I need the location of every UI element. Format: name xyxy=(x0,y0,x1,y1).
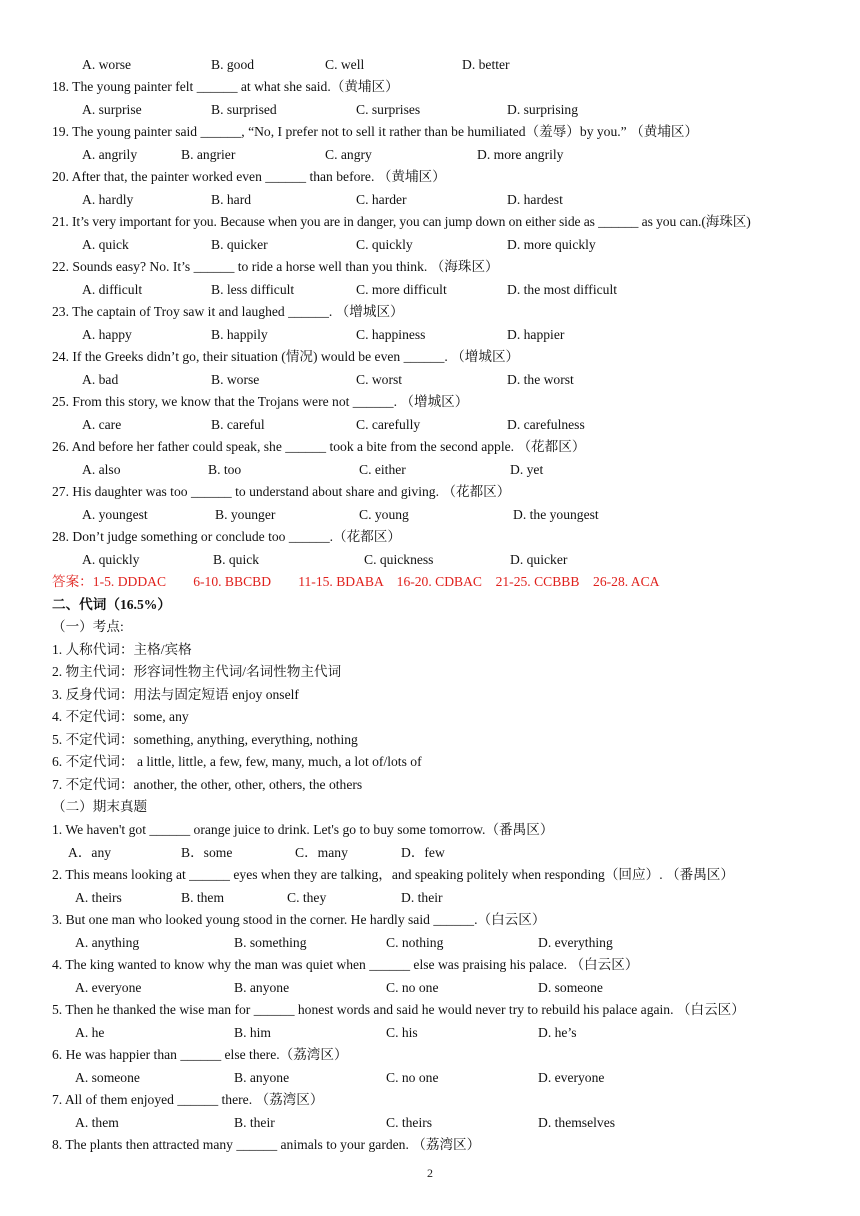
exam-heading: （二）期末真题 xyxy=(52,799,148,814)
question-26: 26. And before her father could speak, she ______ took a bite from the second apple. （花都区） xyxy=(52,439,586,454)
option-c: C. well xyxy=(325,57,365,72)
p6-option-b: B. anyone xyxy=(234,1070,290,1085)
q27-option-b: B. younger xyxy=(215,507,276,522)
q22-option-a: A. difficult xyxy=(82,282,143,297)
q23-option-b: B. happily xyxy=(211,327,268,342)
option-b: B. good xyxy=(211,57,255,72)
p1-option-b: B．some xyxy=(181,845,233,860)
p4-option-c: C. no one xyxy=(386,980,439,995)
q18-option-d: D. surprising xyxy=(507,102,578,117)
q19-option-b: B. angrier xyxy=(181,147,236,162)
q24-option-b: B. worse xyxy=(211,372,260,387)
q28-option-a: A. quickly xyxy=(82,552,140,567)
p1-option-c: C．many xyxy=(295,845,348,860)
question-21: 21. It’s very important for you. Because when you are in danger, you can jump down on either side as ______ as you can.(海珠区) xyxy=(52,214,751,229)
p5-option-c: C. his xyxy=(386,1025,418,1040)
point-item: 7. 不定代词：another, the other, other, others, the others xyxy=(52,777,363,792)
q24-option-c: C. worst xyxy=(356,372,403,387)
q18-option-a: A. surprise xyxy=(82,102,142,117)
q19-option-d: D. more angrily xyxy=(477,147,564,162)
q18-option-b: B. surprised xyxy=(211,102,277,117)
q25-option-b: B. careful xyxy=(211,417,265,432)
q22-option-d: D. the most difficult xyxy=(507,282,617,297)
p7-option-d: D. themselves xyxy=(538,1115,616,1130)
question-20: 20. After that, the painter worked even ______ than before. （黄埔区） xyxy=(52,169,446,184)
p5-option-b: B. him xyxy=(234,1025,272,1040)
pron-question-5: 5. Then he thanked the wise man for ______ honest words and said he would never try to rebuild his palace again. （白云区） xyxy=(52,1002,745,1017)
section-heading: 二、代词（16.5%） xyxy=(52,597,171,612)
p7-option-c: C. theirs xyxy=(386,1115,433,1130)
q21-option-d: D. more quickly xyxy=(507,237,596,252)
p3-option-a: A. anything xyxy=(75,935,140,950)
pron-question-2: 2. This means looking at ______ eyes when they are talking，and speaking politely when responding（回应）. （番禺区） xyxy=(52,867,734,882)
q23-option-a: A. happy xyxy=(82,327,132,342)
q25-option-a: A. care xyxy=(82,417,122,432)
q28-option-c: C. quickness xyxy=(364,552,434,567)
p1-option-d: D．few xyxy=(401,845,445,860)
q27-option-d: D. the youngest xyxy=(513,507,599,522)
q21-option-c: C. quickly xyxy=(356,237,413,252)
question-25: 25. From this story, we know that the Trojans were not ______. （增城区） xyxy=(52,394,469,409)
pron-question-4: 4. The king wanted to know why the man was quiet when ______ else was praising his palace. （白云区） xyxy=(52,957,639,972)
q26-option-c: C. either xyxy=(359,462,406,477)
points-heading: （一）考点: xyxy=(52,619,124,634)
q21-option-b: B. quicker xyxy=(211,237,268,252)
point-item: 1. 人称代词：主格/宾格 xyxy=(52,642,192,657)
q25-option-c: C. carefully xyxy=(356,417,421,432)
pron-question-8: 8. The plants then attracted many ______ animals to your garden. （荔湾区） xyxy=(52,1137,481,1152)
pron-question-3: 3. But one man who looked young stood in the corner. He hardly said ______.（白云区） xyxy=(52,912,546,927)
q23-option-d: D. happier xyxy=(507,327,565,342)
q26-option-d: D. yet xyxy=(510,462,544,477)
q21-option-a: A. quick xyxy=(82,237,129,252)
option-a: A. worse xyxy=(82,57,132,72)
option-d: D. better xyxy=(462,57,510,72)
p6-option-a: A. someone xyxy=(75,1070,140,1085)
p6-option-c: C. no one xyxy=(386,1070,439,1085)
pron-question-6: 6. He was happier than ______ else there.（荔湾区） xyxy=(52,1047,348,1062)
q26-option-a: A. also xyxy=(82,462,121,477)
p6-option-d: D. everyone xyxy=(538,1070,605,1085)
p2-option-b: B. them xyxy=(181,890,225,905)
p2-option-c: C. they xyxy=(287,890,327,905)
p7-option-a: A. them xyxy=(75,1115,119,1130)
q23-option-c: C. happiness xyxy=(356,327,426,342)
q27-option-c: C. young xyxy=(359,507,409,522)
q24-option-d: D. the worst xyxy=(507,372,574,387)
p5-option-d: D. he’s xyxy=(538,1025,577,1040)
question-22: 22. Sounds easy? No. It’s ______ to ride a horse well than you think. （海珠区） xyxy=(52,259,499,274)
p7-option-b: B. their xyxy=(234,1115,275,1130)
q24-option-a: A. bad xyxy=(82,372,119,387)
point-item: 3. 反身代词：用法与固定短语 enjoy onself xyxy=(52,687,299,702)
p3-option-c: C. nothing xyxy=(386,935,444,950)
p4-option-b: B. anyone xyxy=(234,980,290,995)
q22-option-c: C. more difficult xyxy=(356,282,447,297)
point-item: 4. 不定代词：some, any xyxy=(52,709,189,724)
q20-option-b: B. hard xyxy=(211,192,252,207)
p2-option-a: A. theirs xyxy=(75,890,122,905)
question-23: 23. The captain of Troy saw it and laughed ______. （增城区） xyxy=(52,304,404,319)
pron-question-7: 7. All of them enjoyed ______ there. （荔湾区） xyxy=(52,1092,324,1107)
q28-option-d: D. quicker xyxy=(510,552,568,567)
p3-option-d: D. everything xyxy=(538,935,613,950)
question-18: 18. The young painter felt ______ at what she said.（黄埔区） xyxy=(52,79,399,94)
q19-option-c: C. angry xyxy=(325,147,372,162)
answer-key: 答案：1-5. DDDAC 6-10. BBCBD 11-15. BDABA 16-20. CDBAC 21-25. CCBBB 26-28. ACA xyxy=(52,574,660,589)
p3-option-b: B. something xyxy=(234,935,307,950)
question-28: 28. Don’t judge something or conclude too ______.（花都区） xyxy=(52,529,401,544)
q22-option-b: B. less difficult xyxy=(211,282,295,297)
q20-option-c: C. harder xyxy=(356,192,407,207)
question-19: 19. The young painter said ______, “No, I prefer not to sell it rather than be humiliated（羞辱）by you.” （黄埔区） xyxy=(52,124,699,139)
q27-option-a: A. youngest xyxy=(82,507,148,522)
point-item: 6. 不定代词： a little, little, a few, few, many, much, a lot of/lots of xyxy=(52,754,422,769)
p4-option-d: D. someone xyxy=(538,980,603,995)
p5-option-a: A. he xyxy=(75,1025,105,1040)
q28-option-b: B. quick xyxy=(213,552,260,567)
q26-option-b: B. too xyxy=(208,462,242,477)
point-item: 2. 物主代词：形容词性物主代词/名词性物主代词 xyxy=(52,664,342,679)
question-24: 24. If the Greeks didn’t go, their situation (情况) would be even ______. （增城区） xyxy=(52,349,520,364)
q19-option-a: A. angrily xyxy=(82,147,138,162)
p1-option-a: A．any xyxy=(68,845,112,860)
pron-question-1: 1. We haven't got ______ orange juice to drink. Let's go to buy some tomorrow.（番禺区） xyxy=(52,822,554,837)
question-27: 27. His daughter was too ______ to understand about share and giving. （花都区） xyxy=(52,484,511,499)
page-number: 2 xyxy=(427,1166,433,1180)
point-item: 5. 不定代词：something, anything, everything, nothing xyxy=(52,732,358,747)
q20-option-a: A. hardly xyxy=(82,192,134,207)
p2-option-d: D. their xyxy=(401,890,443,905)
q18-option-c: C. surprises xyxy=(356,102,421,117)
p4-option-a: A. everyone xyxy=(75,980,142,995)
q25-option-d: D. carefulness xyxy=(507,417,585,432)
q20-option-d: D. hardest xyxy=(507,192,563,207)
